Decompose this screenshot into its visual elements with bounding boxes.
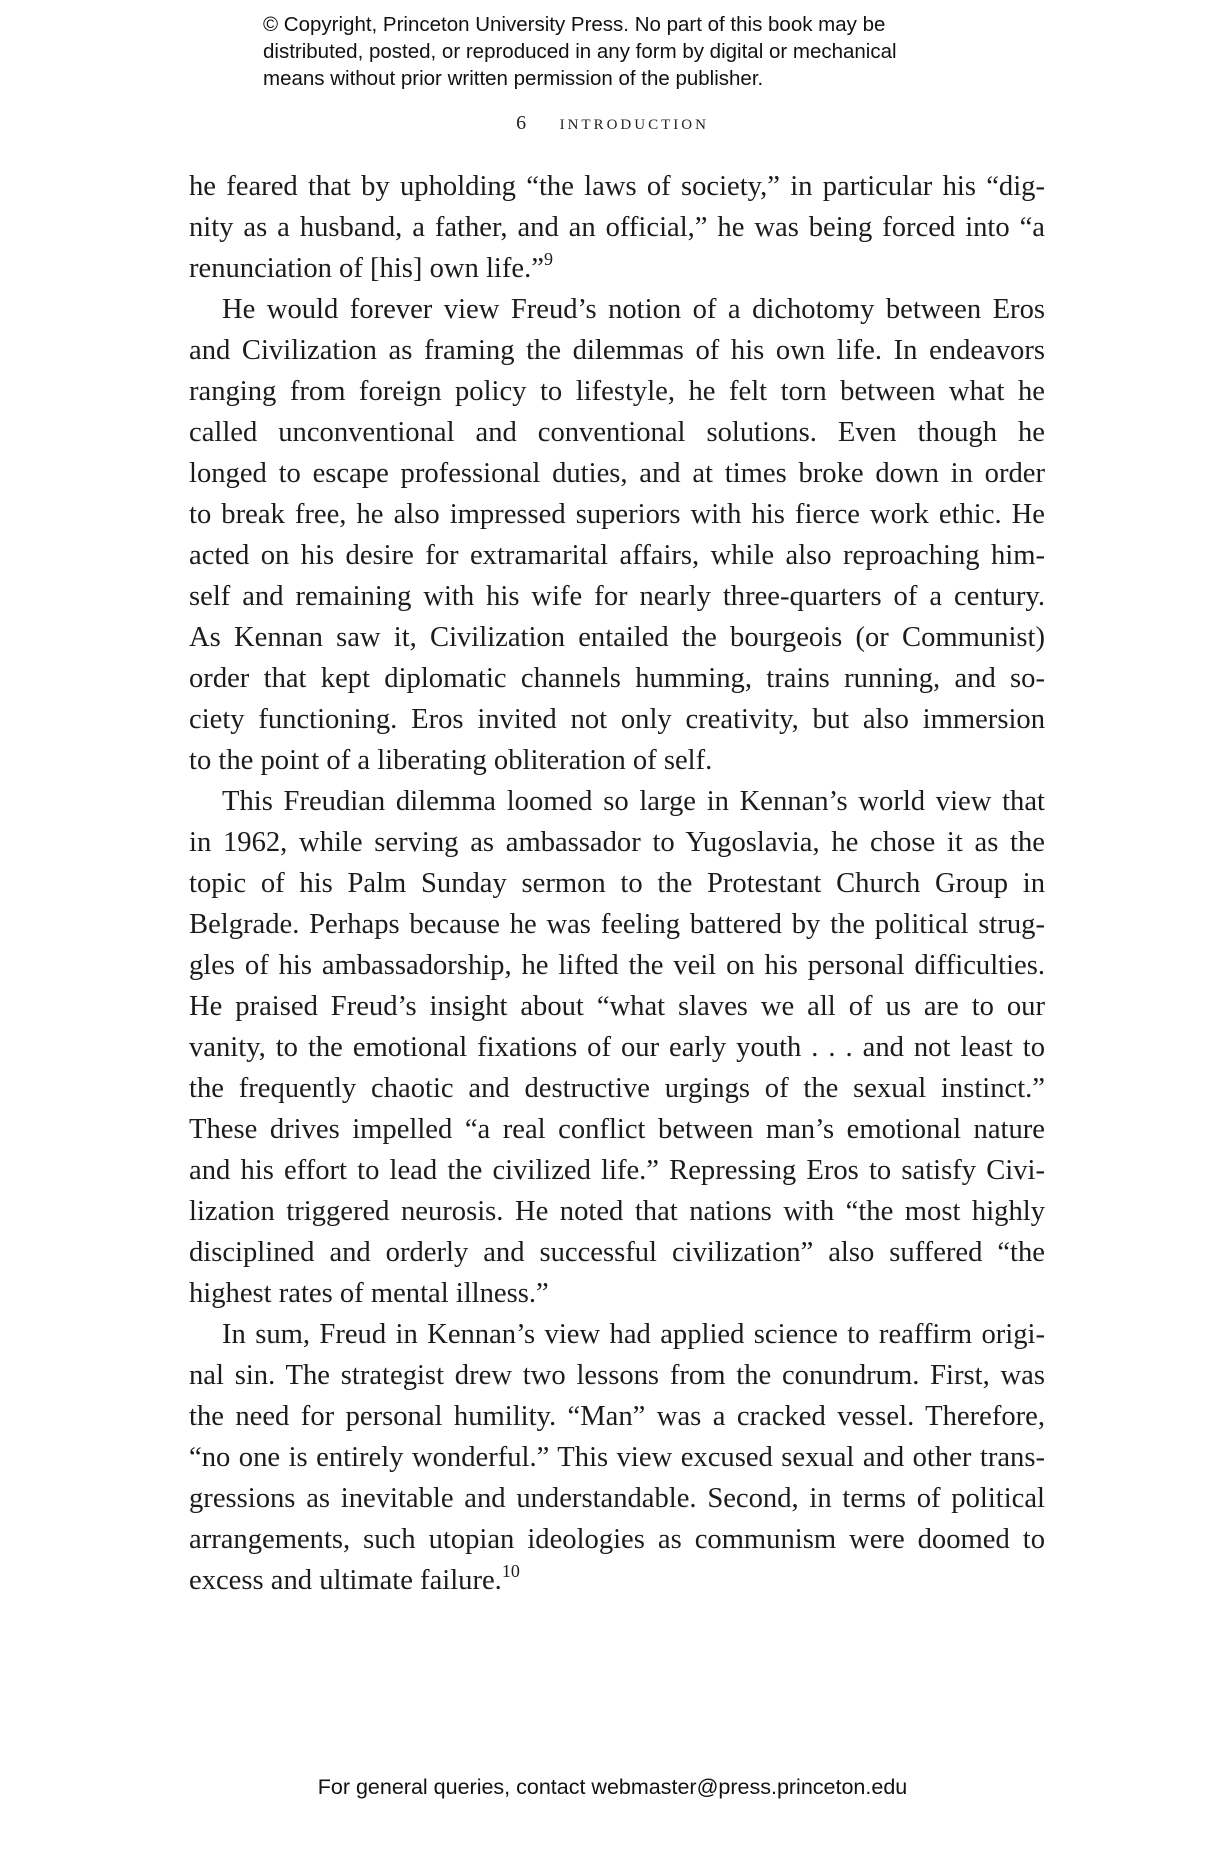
footer-contact: For general queries, contact webmaster@press.princeton.edu (317, 1775, 908, 1799)
copyright-line: distributed, posted, or reproduced in any form by digital or mechanical (263, 40, 897, 63)
text-line: This Freudian dilemma loomed so large in Kennan’s world view that (222, 786, 1045, 817)
text-line (189, 248, 1045, 289)
text-line: order that kept diplomatic channels humming, trains running, and so- (189, 663, 1045, 694)
text-line: vanity, to the emotional fixations of our early youth . . . and not least to (189, 1032, 1045, 1063)
text-line: nal sin. The strategist drew two lessons from the conundrum. First, was (189, 1360, 1045, 1391)
text-line: lization triggered neurosis. He noted that nations with “the most highly (189, 1196, 1045, 1227)
text-line: he feared that by upholding “the laws of society,” in particular his “dig- (189, 171, 1045, 202)
text-line: to the point of a liberating obliteration of self. (189, 745, 713, 776)
text-line: disciplined and orderly and successful civilization” also suffered “the (189, 1237, 1045, 1268)
text-line-content: renunciation of [his] own life.” (189, 253, 544, 284)
text-line: in 1962, while serving as ambassador to Yugoslavia, he chose it as the (189, 827, 1045, 858)
body-text (189, 166, 1045, 1601)
text-line: topic of his Palm Sunday sermon to the Protestant Church Group in (189, 868, 1045, 899)
text-line: nity as a husband, a father, and an official,” he was being forced into “a (189, 212, 1045, 243)
text-line: called unconventional and conventional solutions. Even though he (189, 417, 1045, 448)
text-line: He praised Freud’s insight about “what slaves we all of us are to our (189, 991, 1045, 1022)
text-line: In sum, Freud in Kennan’s view had applied science to reaffirm origi- (222, 1319, 1045, 1350)
text-line: Belgrade. Perhaps because he was feeling battered by the political strug- (189, 909, 1045, 940)
chapter-title: introduction (559, 110, 709, 134)
text-line: longed to escape professional duties, and at times broke down in order (189, 458, 1045, 489)
running-head (0, 110, 1225, 135)
copyright-line: © Copyright, Princeton University Press. No part of this book may be (263, 13, 886, 36)
text-line: These drives impelled “a real conflict between man’s emotional nature (189, 1114, 1045, 1145)
copyright-notice (263, 11, 983, 92)
footnote-marker: 9 (543, 249, 553, 269)
text-line (189, 1560, 1045, 1601)
text-line: gressions as inevitable and understandable. Second, in terms of political (189, 1483, 1045, 1514)
text-line: ranging from foreign policy to lifestyle, he felt torn between what he (189, 376, 1045, 407)
text-line: “no one is entirely wonderful.” This view excused sexual and other trans- (189, 1442, 1045, 1473)
text-line: As Kennan saw it, Civilization entailed the bourgeois (or Communist) (189, 622, 1045, 653)
text-line: and his effort to lead the civilized life.” Repressing Eros to satisfy Civi- (189, 1155, 1045, 1186)
page-number: 6 (516, 112, 527, 134)
text-line-content: excess and ultimate failure. (189, 1565, 502, 1596)
text-line: highest rates of mental illness.” (189, 1278, 549, 1309)
text-line: acted on his desire for extramarital affairs, while also reproaching him- (189, 540, 1045, 571)
text-line: gles of his ambassadorship, he lifted the veil on his personal difficulties. (189, 950, 1045, 981)
text-line: He would forever view Freud’s notion of a dichotomy between Eros (222, 294, 1045, 325)
text-line: self and remaining with his wife for nearly three-quarters of a century. (189, 581, 1045, 612)
footnote-marker: 10 (501, 1561, 520, 1581)
text-line: to break free, he also impressed superiors with his fierce work ethic. He (189, 499, 1045, 530)
text-line: the need for personal humility. “Man” was a cracked vessel. Therefore, (189, 1401, 1045, 1432)
text-line: arrangements, such utopian ideologies as communism were doomed to (189, 1524, 1045, 1555)
copyright-line: means without prior written permission of the publisher. (263, 67, 764, 90)
text-line: ciety functioning. Eros invited not only creativity, but also immersion (189, 704, 1045, 735)
text-line: and Civilization as framing the dilemmas of his own life. In endeavors (189, 335, 1045, 366)
text-line: the frequently chaotic and destructive urgings of the sexual instinct.” (189, 1073, 1045, 1104)
